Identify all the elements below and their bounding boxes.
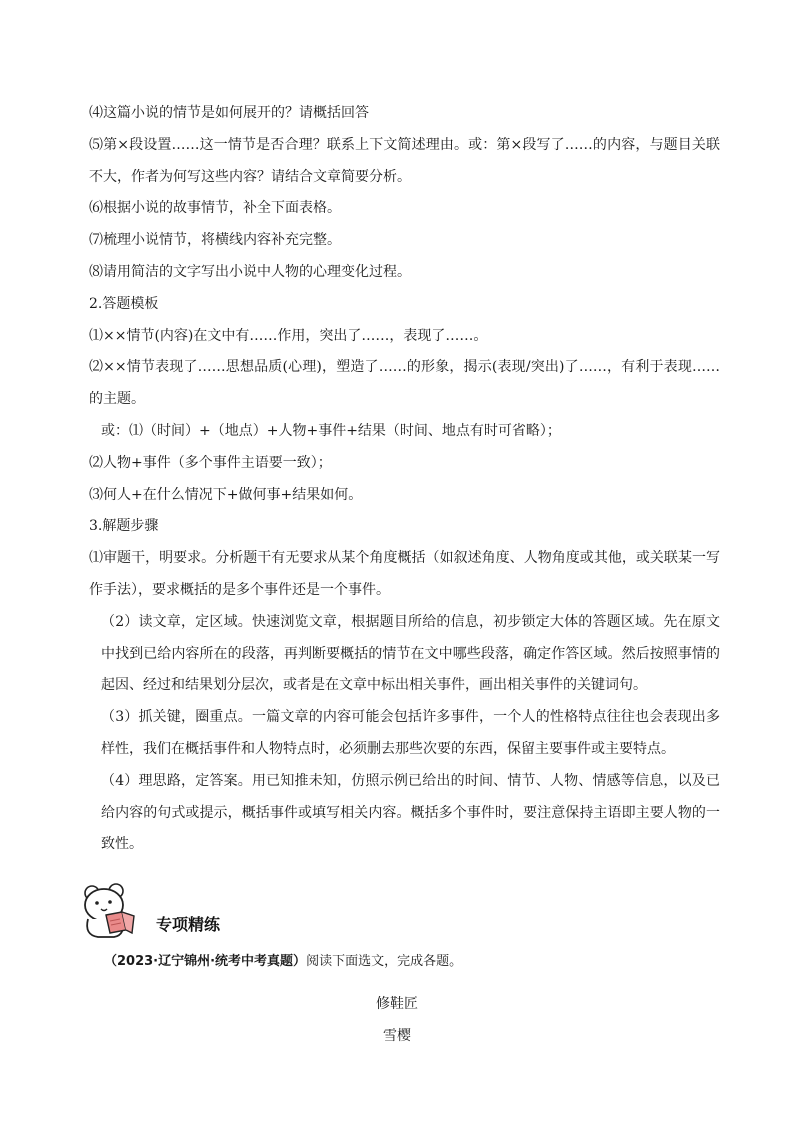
story-author: 雪樱 <box>383 1028 411 1045</box>
exercise-source: （2023·辽宁锦州·统考中考真题） <box>104 954 307 970</box>
template-item-1: ⑴××情节(内容)在文中有……作用，突出了……，表现了……。 <box>89 327 488 344</box>
question-8: ⑻请用简洁的文字写出小说中人物的心理变化过程。 <box>89 263 411 280</box>
bear-reading-icon <box>80 881 142 939</box>
question-7: ⑺梳理小说情节，将横线内容补充完整。 <box>89 232 341 249</box>
template-item-2: ⑵××情节表现了……思想品质(心理)，塑造了……的形象，揭示(表现/突出)了……，有利于表现……的主题。 <box>89 359 720 408</box>
steps-heading: 3.解题步骤 <box>89 518 159 535</box>
template-alt-3: ⑶何人+在什么情况下+做何事+结果如何。 <box>89 486 363 503</box>
step-3: （3）抓关键，圈重点。一篇文章的内容可能会包括许多事件，一个人的性格特点往往也会表现出多样性，我们在概括事件和人物特点时，必须删去那些次要的东西，保留主要事件或主要特点。 <box>101 709 720 757</box>
section-title: 专项精练 <box>156 915 221 935</box>
question-5: ⑸第×段设置……这一情节是否合理？联系上下文简述理由。或：第×段写了……的内容，与题目关联不大，作者为何写这些内容？请结合文章简要分析。 <box>89 136 720 185</box>
story-title: 修鞋匠 <box>376 996 418 1013</box>
step-2: （2）读文章，定区域。快速浏览文章，根据题目所给的信息，初步锁定大体的答题区域。先在原文中找到已给内容所在的段落，再判断要概括的情节在文中哪些段落，确定作答区域。然后按照事情的起因、经过和结果划分层次，或者是在文章中标出相关事件，画出相关事件的关键词句。 <box>101 613 720 694</box>
question-4: ⑷这篇小说的情节是如何展开的？请概括回答 <box>89 105 369 121</box>
template-alt-2: ⑵人物+事件（多个事件主语要一致）； <box>89 454 332 471</box>
step-1: ⑴审题干，明要求。分析题干有无要求从某个角度概括（如叙述角度、人物角度或其他，或关联某一写作手法），要求概括的是多个事件还是一个事件。 <box>89 550 720 598</box>
exercise-intro <box>0 949 794 975</box>
section-header <box>0 875 794 939</box>
document-body <box>0 98 794 1052</box>
step-4: （4）理思路，定答案。用已知推未知，仿照示例已给出的时间、情节、人物、情感等信息，以及已给内容的句式或提示，概括事件或填写相关内容。概括多个事件时，要注意保持主语即主要人物的一致性。 <box>101 772 720 853</box>
template-alt-1: 或：⑴（时间）+（地点）+人物+事件+结果（时间、地点有时可省略）； <box>101 422 561 439</box>
template-heading: 2.答题模板 <box>89 295 159 312</box>
exercise-instruction: 阅读下面选文，完成各题。 <box>306 954 463 970</box>
question-6: ⑹根据小说的故事情节，补全下面表格。 <box>89 200 341 217</box>
